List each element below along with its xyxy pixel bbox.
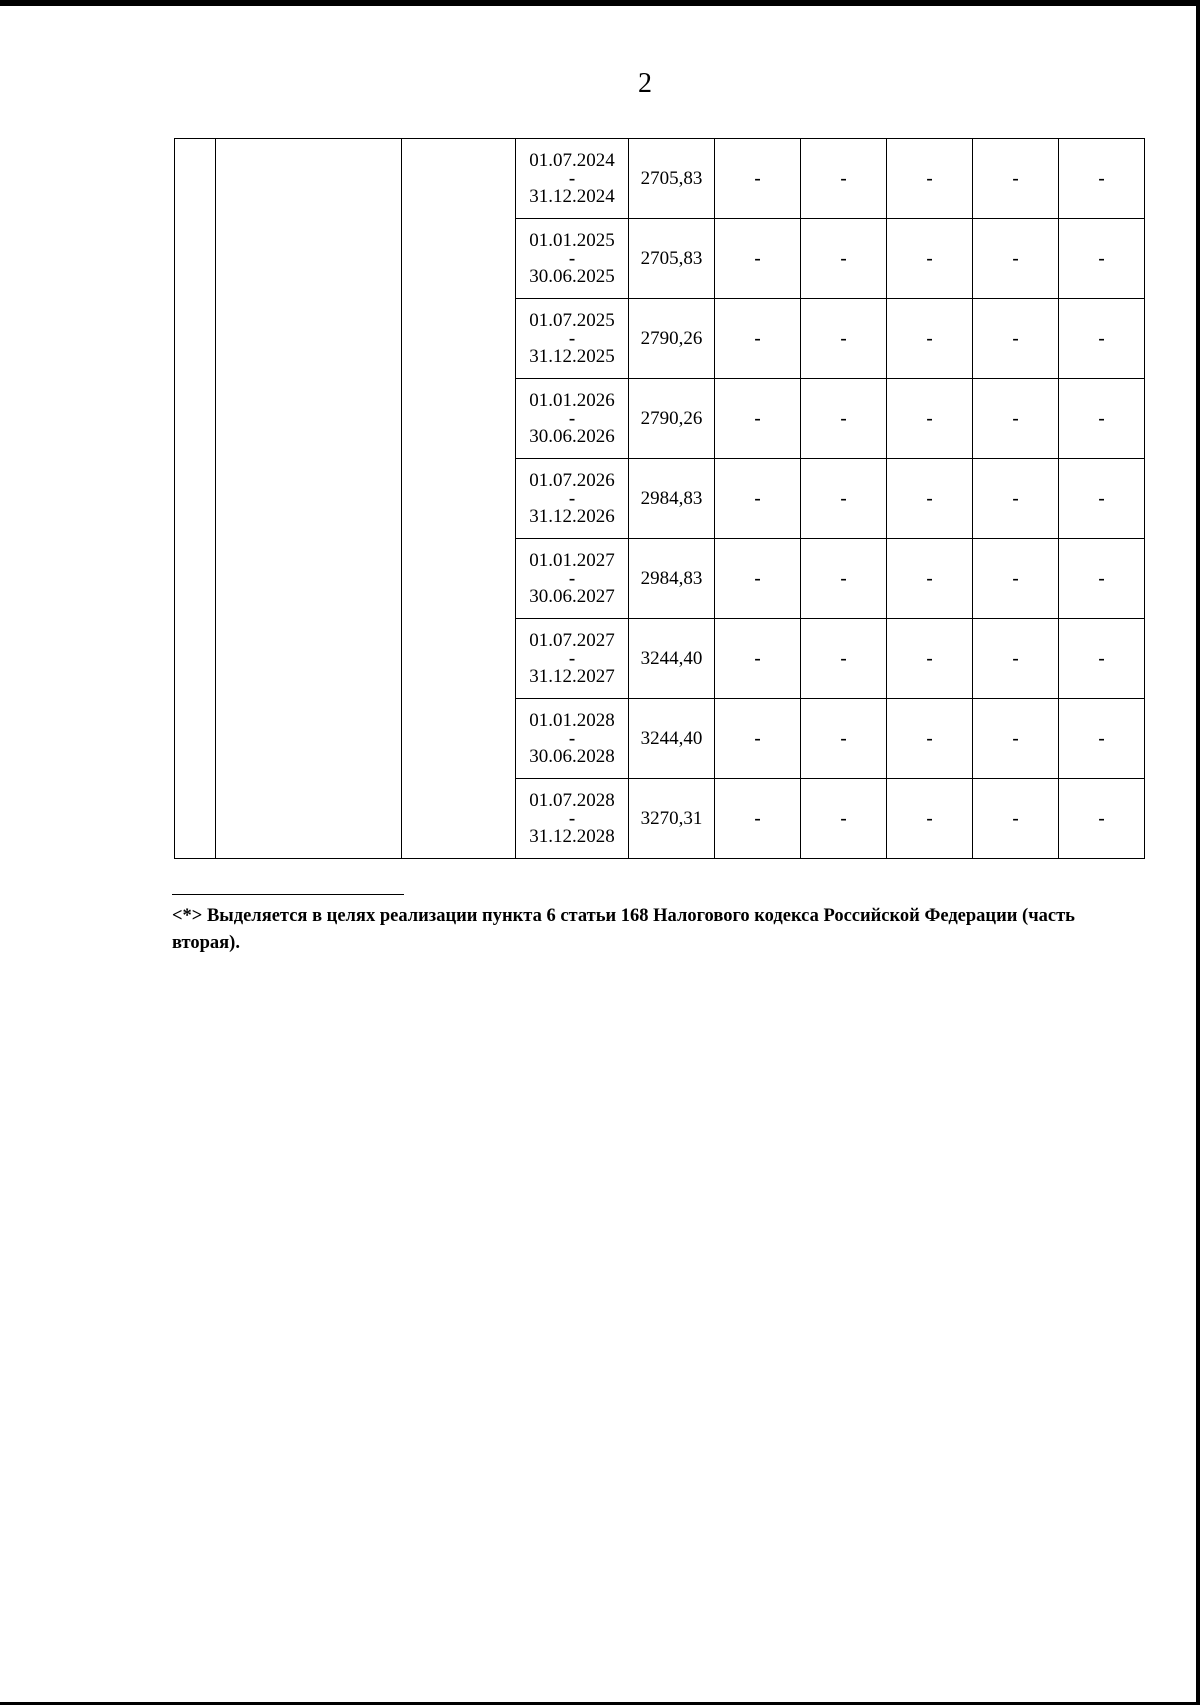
period-separator: - (568, 807, 576, 829)
period-start: 01.01.2025 (529, 229, 615, 251)
empty-value-cell: - (973, 779, 1059, 859)
period-separator: - (568, 327, 576, 349)
period-start: 01.01.2026 (529, 389, 615, 411)
period-separator: - (568, 167, 576, 189)
period-start: 01.07.2025 (529, 309, 615, 331)
table-body (175, 139, 1145, 859)
empty-value-cell: - (801, 379, 887, 459)
empty-value-cell: - (801, 539, 887, 619)
tariff-value: 3244,40 (629, 619, 715, 699)
period-cell (516, 219, 629, 299)
period-start: 01.07.2028 (529, 789, 615, 811)
empty-value-cell: - (973, 619, 1059, 699)
period-start: 01.07.2026 (529, 469, 615, 491)
footnote: <*> Выделяется в целях реализации пункта 6 статьи 168 Налогового кодекса Российской Федерации (часть вторая). (172, 906, 1075, 953)
period-cell (516, 699, 629, 779)
page-number: 2 (638, 68, 652, 99)
period-separator: - (568, 487, 576, 509)
period-end: 31.12.2025 (529, 345, 615, 367)
empty-value-cell: - (1059, 299, 1145, 379)
empty-value-cell: - (801, 219, 887, 299)
empty-value-cell: - (1059, 219, 1145, 299)
footnote-divider (172, 894, 404, 895)
period-cell (516, 299, 629, 379)
empty-value-cell: - (973, 699, 1059, 779)
period-separator: - (568, 407, 576, 429)
period-start: 01.07.2024 (529, 149, 615, 171)
empty-value-cell: - (715, 619, 801, 699)
empty-value-cell: - (973, 539, 1059, 619)
empty-value-cell: - (1059, 779, 1145, 859)
period-cell (516, 459, 629, 539)
row-number-cell (175, 139, 216, 859)
period-separator: - (568, 247, 576, 269)
empty-value-cell: - (1059, 699, 1145, 779)
empty-value-cell: - (887, 619, 973, 699)
period-end: 30.06.2026 (529, 425, 615, 447)
period-start: 01.07.2027 (529, 629, 615, 651)
period-start: 01.01.2027 (529, 549, 615, 571)
period-end: 30.06.2027 (529, 585, 615, 607)
empty-value-cell: - (715, 539, 801, 619)
tariff-value: 2984,83 (629, 459, 715, 539)
empty-value-cell: - (801, 459, 887, 539)
empty-value-cell: - (801, 619, 887, 699)
empty-value-cell: - (715, 459, 801, 539)
service-cell (402, 139, 516, 859)
tariff-value: 2790,26 (629, 379, 715, 459)
empty-value-cell: - (715, 299, 801, 379)
empty-value-cell: - (887, 779, 973, 859)
period-end: 31.12.2028 (529, 825, 615, 847)
period-cell (516, 539, 629, 619)
period-cell (516, 619, 629, 699)
empty-value-cell: - (887, 539, 973, 619)
empty-value-cell: - (801, 699, 887, 779)
period-cell (516, 139, 629, 219)
period-end: 30.06.2028 (529, 745, 615, 767)
empty-value-cell: - (1059, 139, 1145, 219)
tariff-value: 2705,83 (629, 139, 715, 219)
empty-value-cell: - (801, 299, 887, 379)
empty-value-cell: - (715, 219, 801, 299)
tariff-value: 2790,26 (629, 299, 715, 379)
table-row (175, 139, 1145, 219)
period-separator: - (568, 727, 576, 749)
period-end: 31.12.2026 (529, 505, 615, 527)
empty-value-cell: - (887, 299, 973, 379)
period-cell (516, 779, 629, 859)
tariff-value: 3270,31 (629, 779, 715, 859)
empty-value-cell: - (801, 139, 887, 219)
empty-value-cell: - (715, 699, 801, 779)
empty-value-cell: - (887, 379, 973, 459)
tariff-value: 3244,40 (629, 699, 715, 779)
empty-value-cell: - (1059, 459, 1145, 539)
period-end: 30.06.2025 (529, 265, 615, 287)
empty-value-cell: - (801, 779, 887, 859)
tariff-table (174, 138, 1145, 859)
empty-value-cell: - (973, 299, 1059, 379)
empty-value-cell: - (973, 379, 1059, 459)
organization-cell (216, 139, 402, 859)
empty-value-cell: - (887, 699, 973, 779)
empty-value-cell: - (973, 139, 1059, 219)
period-separator: - (568, 647, 576, 669)
empty-value-cell: - (1059, 619, 1145, 699)
empty-value-cell: - (715, 379, 801, 459)
empty-value-cell: - (1059, 539, 1145, 619)
period-cell (516, 379, 629, 459)
period-end: 31.12.2024 (529, 185, 615, 207)
empty-value-cell: - (887, 139, 973, 219)
tariff-value: 2705,83 (629, 219, 715, 299)
tariff-value: 2984,83 (629, 539, 715, 619)
period-separator: - (568, 567, 576, 589)
empty-value-cell: - (1059, 379, 1145, 459)
empty-value-cell: - (887, 459, 973, 539)
empty-value-cell: - (973, 219, 1059, 299)
period-end: 31.12.2027 (529, 665, 615, 687)
empty-value-cell: - (715, 139, 801, 219)
empty-value-cell: - (887, 219, 973, 299)
empty-value-cell: - (715, 779, 801, 859)
empty-value-cell: - (973, 459, 1059, 539)
period-start: 01.01.2028 (529, 709, 615, 731)
